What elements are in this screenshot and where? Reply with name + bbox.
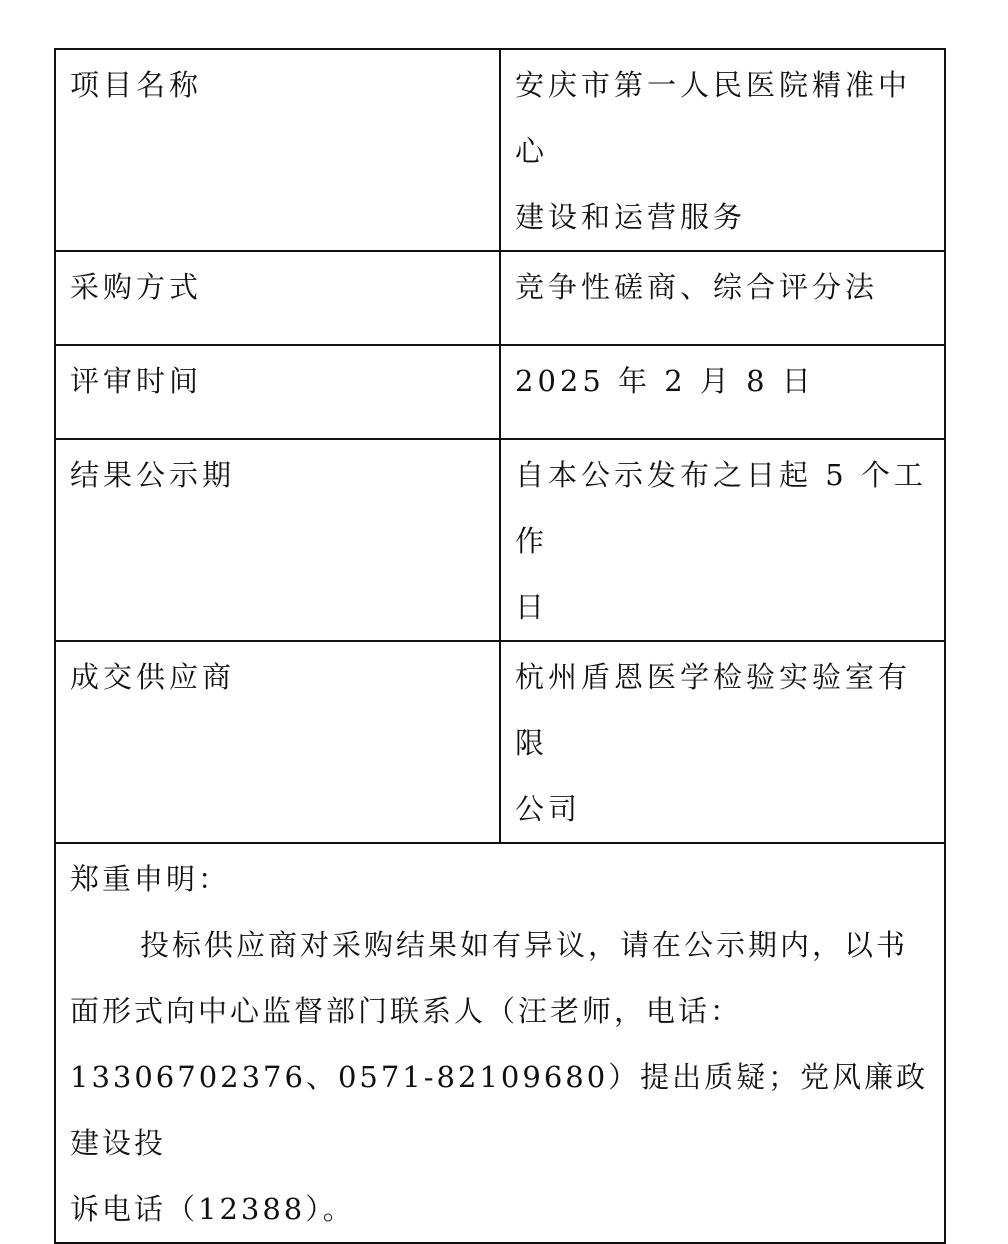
notice-block xyxy=(56,844,944,1242)
notice-body-line-2: 面形式向中心监督部门联系人（汪老师，电话： xyxy=(70,994,743,1028)
project-name-line-1: 安庆市第一人民医院精准中心 xyxy=(515,68,912,168)
label-cell xyxy=(55,439,500,641)
review-time-value xyxy=(501,346,944,414)
publicity-period-value xyxy=(501,440,944,640)
supplier-line-2: 公司 xyxy=(515,792,582,826)
supplier-label: 成交供应商 xyxy=(70,660,236,694)
label-cell xyxy=(55,251,500,345)
procurement-result-table xyxy=(54,48,946,1244)
table-row-procurement-method xyxy=(55,251,945,345)
review-time-label: 评审时间 xyxy=(70,364,203,398)
notice-cell xyxy=(55,843,945,1243)
value-cell xyxy=(500,439,945,641)
label-cell xyxy=(55,641,500,843)
supplier-line-1: 杭州盾恩医学检验实验室有限 xyxy=(515,660,912,760)
label-cell xyxy=(55,49,500,251)
value-cell xyxy=(500,345,945,439)
table-row-review-time xyxy=(55,345,945,439)
notice-body-line-3: 13306702376、0571-82109680）提出质疑；党风廉政建设投 xyxy=(70,1060,929,1160)
value-cell xyxy=(500,251,945,345)
notice-body-line-4: 诉电话（12388）。 xyxy=(70,1192,355,1226)
publicity-period-line-1: 自本公示发布之日起 5 个工作 xyxy=(515,458,927,558)
publicity-period-line-2: 日 xyxy=(515,590,549,624)
table-row-project-name xyxy=(55,49,945,251)
notice-title: 郑重申明： xyxy=(70,862,231,896)
table-row-supplier xyxy=(55,641,945,843)
project-name-line-2: 建设和运营服务 xyxy=(515,200,747,234)
table-row-publicity-period xyxy=(55,439,945,641)
publicity-period-label: 结果公示期 xyxy=(70,458,236,492)
value-cell xyxy=(500,49,945,251)
procurement-method-value xyxy=(501,252,944,320)
table-row-notice xyxy=(55,843,945,1243)
value-cell xyxy=(500,641,945,843)
procurement-method-line-1: 竞争性磋商、综合评分法 xyxy=(515,270,879,304)
procurement-method-label: 采购方式 xyxy=(70,270,203,304)
project-name-label: 项目名称 xyxy=(70,68,203,102)
review-time-line-1: 2025 年 2 月 8 日 xyxy=(515,364,815,398)
notice-body-line-1: 投标供应商对采购结果如有异议，请在公示期内，以书 xyxy=(140,928,909,962)
supplier-value xyxy=(501,642,944,842)
label-cell xyxy=(55,345,500,439)
project-name-value xyxy=(501,50,944,250)
